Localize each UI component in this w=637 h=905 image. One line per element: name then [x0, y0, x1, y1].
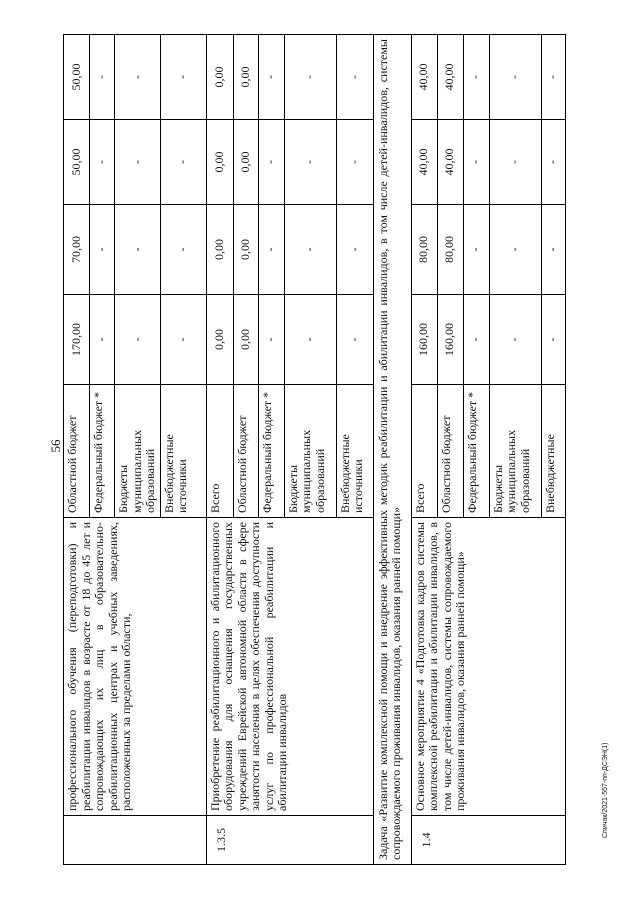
value-cell: -	[258, 35, 284, 120]
funding-source: Внебюджетные источники	[336, 385, 373, 518]
program-funding-table	[63, 34, 566, 865]
value-cell: 50,00	[64, 35, 90, 120]
value-cell: -	[90, 205, 115, 295]
value-cell: 40,00	[411, 120, 437, 205]
value-cell: -	[258, 295, 284, 385]
value-cell: -	[160, 120, 206, 205]
value-cell: -	[90, 295, 115, 385]
value-cell: 0,00	[233, 295, 258, 385]
value-cell: -	[284, 120, 336, 205]
value-cell: 0,00	[206, 35, 233, 120]
value-cell: -	[336, 205, 373, 295]
page-number: 56	[48, 439, 63, 453]
value-cell: 40,00	[437, 120, 463, 205]
item-description: профессионального обучения (переподготовки) и реабилитации инвалидов в возрасте от 18 до 45 лет и сопровождающих их лиц в образовательно-реабилитационных центрах и учебных заведениях, расположенных за пределами области,	[64, 518, 207, 816]
rotated-page-content	[63, 35, 600, 865]
value-cell: -	[284, 295, 336, 385]
value-cell: 70,00	[64, 205, 90, 295]
value-cell: -	[115, 120, 161, 205]
funding-source: Всего	[206, 385, 233, 518]
value-cell: -	[160, 295, 206, 385]
value-cell: -	[115, 295, 161, 385]
item-code	[64, 816, 207, 865]
value-cell: 0,00	[233, 35, 258, 120]
table-row	[411, 35, 437, 865]
value-cell: -	[541, 35, 565, 120]
value-cell: -	[115, 205, 161, 295]
value-cell: -	[258, 205, 284, 295]
value-cell: -	[541, 295, 565, 385]
item-description: Приобретение реабилитационного и абилитационного оборудования для оснащения государственных учреждений Еврейской автономной области в сфере занятости населения в целях обеспечения доступности услуг по профессиональной реабилитации и абилитации инвалидов	[206, 518, 373, 816]
funding-source: Областной бюджет	[233, 385, 258, 518]
value-cell: 0,00	[206, 205, 233, 295]
value-cell: -	[541, 205, 565, 295]
value-cell: 170,00	[64, 295, 90, 385]
item-code: 1.3.5	[206, 816, 373, 865]
value-cell: 0,00	[206, 120, 233, 205]
value-cell: -	[336, 35, 373, 120]
value-cell: -	[160, 35, 206, 120]
value-cell: 40,00	[411, 35, 437, 120]
value-cell: -	[284, 205, 336, 295]
value-cell: 0,00	[233, 120, 258, 205]
table-body	[64, 35, 566, 865]
value-cell: -	[463, 35, 489, 120]
item-code: 1.4	[411, 816, 565, 865]
value-cell: -	[336, 295, 373, 385]
value-cell: -	[90, 35, 115, 120]
value-cell: -	[160, 205, 206, 295]
item-description: Основное мероприятие 4 «Подготовка кадров системы комплексной реабилитации и абилитации инвалидов, в том числе детей-инвалидов, системы сопровождаемого проживания инвалидов, оказания ранней помощи»	[411, 518, 565, 816]
value-cell: -	[541, 120, 565, 205]
value-cell: -	[115, 35, 161, 120]
funding-source: Федеральный бюджет *	[463, 385, 489, 518]
value-cell: 40,00	[437, 35, 463, 120]
funding-source: Всего	[411, 385, 437, 518]
value-cell: 80,00	[437, 205, 463, 295]
value-cell: -	[90, 120, 115, 205]
document-footer: Спичак/2021-557-пп-ДСЭН(1)	[602, 742, 609, 838]
task-heading: Задача «Развитие комплексной помощи и внедрение эффективных методик реабилитации и абилитации инвалидов, в том числе детей-инвалидов, системы сопровождаемого проживания инвалидов, оказания ранней помощи»	[373, 35, 411, 865]
value-cell: 0,00	[206, 295, 233, 385]
value-cell: -	[463, 295, 489, 385]
value-cell: -	[489, 205, 541, 295]
funding-source: Бюджеты муниципальных образований	[284, 385, 336, 518]
value-cell: 0,00	[233, 205, 258, 295]
value-cell: -	[489, 120, 541, 205]
value-cell: -	[463, 120, 489, 205]
value-cell: -	[258, 120, 284, 205]
funding-source: Бюджеты муниципальных образований	[115, 385, 161, 518]
funding-source: Бюджеты муниципальных образований	[489, 385, 541, 518]
value-cell: -	[284, 35, 336, 120]
value-cell: 160,00	[437, 295, 463, 385]
funding-source: Внебюджетные источники	[160, 385, 206, 518]
funding-source: Областной бюджет	[64, 385, 90, 518]
table-row	[206, 35, 233, 865]
table-row	[373, 35, 411, 865]
funding-source: Внебюджетные	[541, 385, 565, 518]
value-cell: 160,00	[411, 295, 437, 385]
funding-source: Областной бюджет	[437, 385, 463, 518]
value-cell: -	[489, 35, 541, 120]
table-row	[64, 35, 90, 865]
value-cell: 50,00	[64, 120, 90, 205]
value-cell: -	[336, 120, 373, 205]
funding-source: Федеральный бюджет *	[90, 385, 115, 518]
funding-source: Федеральный бюджет *	[258, 385, 284, 518]
value-cell: -	[463, 205, 489, 295]
value-cell: -	[489, 295, 541, 385]
value-cell: 80,00	[411, 205, 437, 295]
